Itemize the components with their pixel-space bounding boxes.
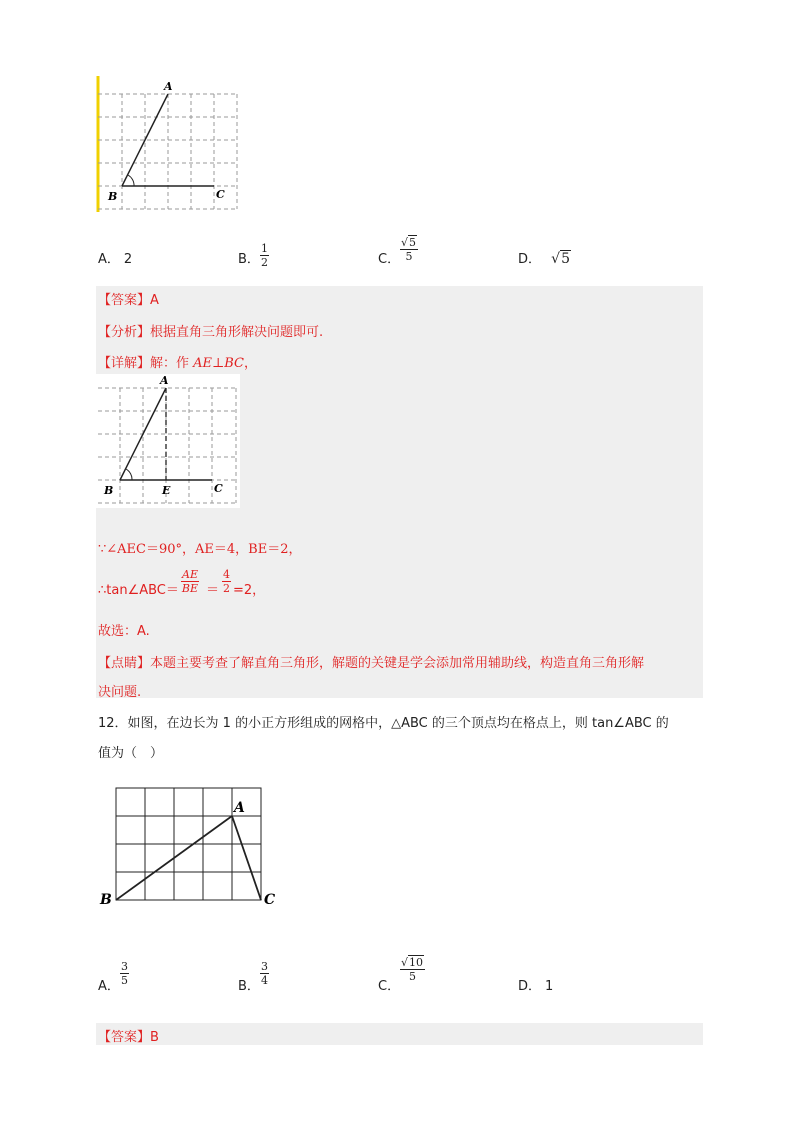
step2-line: ∴tan∠ABC＝ <box>98 583 179 598</box>
svg-text:B: B <box>104 484 114 497</box>
q12-figure <box>98 784 288 914</box>
label-c: C <box>216 188 225 201</box>
comment-line-1: 【点睛】本题主要考查了解直角三角形，解题的关键是学会添加常用辅助线，构造直角三角形解 <box>98 656 645 671</box>
q11-option-b[interactable]: B． <box>238 252 260 267</box>
step2-fraction-4-2: $\frac{4}{2}$ <box>223 568 230 595</box>
label-a: A <box>164 80 173 93</box>
analysis-line: 【分析】根据直角三角形解决问题即可. <box>98 325 324 340</box>
triangle-abc <box>116 816 261 900</box>
q12-option-b[interactable]: B． <box>238 979 260 994</box>
q11-option-c[interactable]: C． <box>378 252 401 267</box>
step2-equals: ＝ <box>206 583 220 598</box>
detail-line: 【详解】解：作 AE⊥BC， <box>98 356 258 371</box>
q12-stem-line-1: 12．如图，在边长为 1 的小正方形组成的网格中，△ABC 的三个顶点均在格点上，则 tan∠ABC 的 <box>98 716 669 731</box>
svg-text:B: B <box>100 892 112 908</box>
q11-option-c-fraction: $\frac{√5}{5}$ <box>401 236 417 263</box>
svg-text:A: A <box>160 374 169 387</box>
comment-line-2: 决问题. <box>98 685 142 700</box>
q11-option-d[interactable]: D． √5 <box>518 251 570 267</box>
svg-text:E: E <box>162 484 171 497</box>
q11-option-a[interactable]: A． 2 <box>98 252 133 267</box>
answer-line: 【答案】A <box>98 293 159 308</box>
step2-result: =2， <box>233 583 266 598</box>
step1-line: ∵∠AEC＝90°，AE＝4，BE＝2， <box>98 542 302 557</box>
label-b: B <box>108 190 118 203</box>
q12-option-c-fraction: $\frac{√10}{5}$ <box>401 956 424 983</box>
svg-text:C: C <box>264 892 276 908</box>
q12-option-b-fraction: $\frac{3}{4}$ <box>261 960 268 987</box>
q12-option-a[interactable]: A． <box>98 979 120 994</box>
q11-figure <box>96 74 246 214</box>
solution-figure <box>96 374 240 508</box>
svg-text:C: C <box>214 482 223 495</box>
q12-option-d[interactable]: D． 1 <box>518 979 554 994</box>
q12-answer-panel <box>96 1023 703 1045</box>
q12-stem-line-2: 值为（ ） <box>98 746 164 761</box>
step2-fraction-ae-be: $\frac{AE}{BE}$ <box>181 568 199 595</box>
q12-option-a-fraction: $\frac{3}{5}$ <box>121 960 128 987</box>
q12-option-c[interactable]: C． <box>378 979 401 994</box>
svg-text:A: A <box>234 800 245 816</box>
q11-option-b-fraction: $\frac{1}{2}$ <box>261 242 268 269</box>
choose-line: 故选：A. <box>98 624 150 639</box>
q12-answer-line: 【答案】B <box>98 1030 159 1045</box>
